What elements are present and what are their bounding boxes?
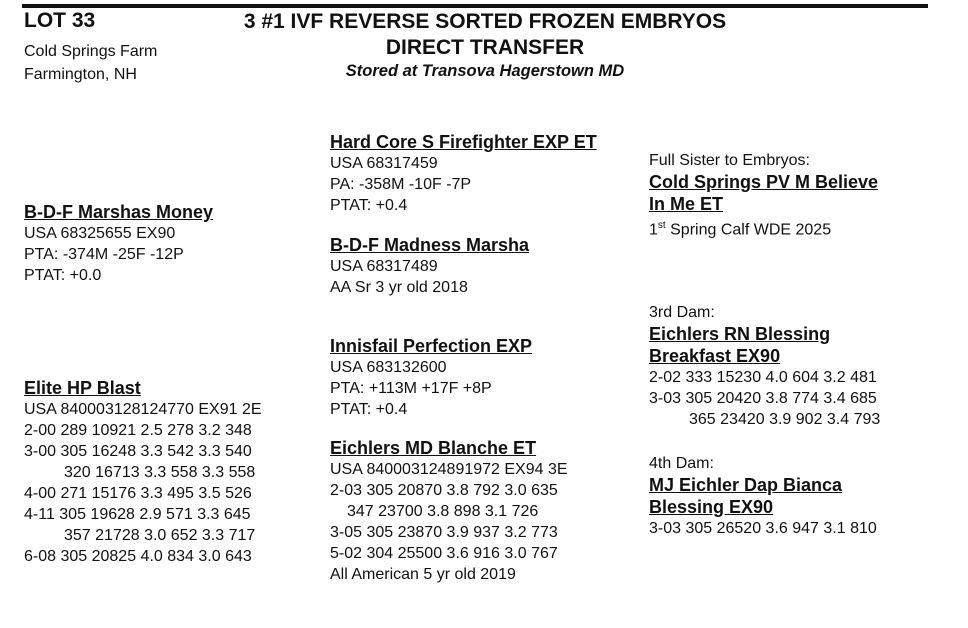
third-dam-block xyxy=(649,302,880,430)
innisfail-ptat: PTAT: +0.4 xyxy=(330,401,408,418)
lot-title xyxy=(190,9,780,61)
record-line: 2-03 305 20870 3.8 792 3.0 635 xyxy=(330,482,558,499)
sire-pa: PA: -358M -10F -7P xyxy=(330,176,472,193)
innisfail-block xyxy=(330,335,532,420)
award-number: 1 xyxy=(649,221,658,239)
title-line-2: DIRECT TRANSFER xyxy=(385,36,585,59)
storage-location: Stored at Transova Hagerstown MD xyxy=(345,62,625,80)
record-line: 3-05 305 23870 3.9 937 3.2 773 xyxy=(330,524,558,541)
sister-block xyxy=(649,150,878,240)
sire-ptat: PTAT: +0.4 xyxy=(330,197,408,214)
record-line: 2-00 289 10921 2.5 278 3.2 348 xyxy=(24,422,252,439)
top-rule xyxy=(22,4,928,8)
elite-reg: USA 840003128124770 EX91 2E xyxy=(24,401,262,418)
record-line: 3-03 305 20420 3.8 774 3.4 685 xyxy=(649,390,877,407)
record-line: 2-02 333 15230 4.0 604 3.2 481 xyxy=(649,369,877,386)
fourth-dam-block xyxy=(649,453,877,539)
title-line-1: 3 #1 IVF REVERSE SORTED FROZEN EMBRYOS xyxy=(243,10,727,33)
fourth-dam-name-line-2: Blessing EX90 xyxy=(649,497,774,517)
dam-ptat: PTAT: +0.0 xyxy=(24,267,102,284)
innisfail-pta: PTA: +113M +17F +8P xyxy=(330,380,492,397)
fourth-dam-name-line-1: MJ Eichler Dap Bianca xyxy=(649,475,843,495)
fourth-dam-label: 4th Dam: xyxy=(649,455,714,472)
elite-name: Elite HP Blast xyxy=(24,378,141,398)
dam-name: B-D-F Marshas Money xyxy=(24,202,214,222)
blanche-block xyxy=(330,437,568,585)
elite-block xyxy=(24,377,262,567)
dam-reg: USA 68325655 EX90 xyxy=(24,225,176,242)
award-suffix: st xyxy=(657,220,666,231)
third-dam-name-line-2: Breakfast EX90 xyxy=(649,346,781,366)
record-line: 6-08 305 20825 4.0 834 3.0 643 xyxy=(24,548,252,565)
sister-name-line-2: In Me ET xyxy=(649,194,724,214)
blanche-note: All American 5 yr old 2019 xyxy=(330,566,516,583)
sire-reg: USA 68317459 xyxy=(330,155,438,172)
blanche-reg: USA 840003124891972 EX94 3E xyxy=(330,461,568,478)
madness-name: B-D-F Madness Marsha xyxy=(330,235,530,255)
dam-block xyxy=(24,201,213,286)
sister-award xyxy=(649,215,878,240)
sister-label: Full Sister to Embryos: xyxy=(649,152,810,169)
farm-name: Cold Springs Farm xyxy=(24,43,158,60)
blanche-name: Eichlers MD Blanche ET xyxy=(330,438,537,458)
award-text: Spring Calf WDE 2025 xyxy=(665,221,832,239)
record-line: 320 16713 3.3 558 3.3 558 xyxy=(64,464,256,481)
sire-name: Hard Core S Firefighter EXP ET xyxy=(330,132,597,152)
record-line: 365 23420 3.9 902 3.4 793 xyxy=(689,411,881,428)
record-line: 4-11 305 19628 2.9 571 3.3 645 xyxy=(24,506,251,523)
madness-reg: USA 68317489 xyxy=(330,258,438,275)
record-line: 4-00 271 15176 3.3 495 3.5 526 xyxy=(24,485,252,502)
record-line: 3-00 305 16248 3.3 542 3.3 540 xyxy=(24,443,252,460)
madness-block xyxy=(330,234,529,298)
farm-location: Farmington, NH xyxy=(24,66,137,83)
record-line: 347 23700 3.8 898 3.1 726 xyxy=(347,503,539,520)
third-dam-name-line-1: Eichlers RN Blessing xyxy=(649,324,831,344)
sire-block xyxy=(330,131,597,216)
innisfail-name: Innisfail Perfection EXP xyxy=(330,336,533,356)
sister-name-line-1: Cold Springs PV M Believe xyxy=(649,172,879,192)
record-line: 5-02 304 25500 3.6 916 3.0 767 xyxy=(330,545,558,562)
consignor xyxy=(24,40,157,86)
record-line: 3-03 305 26520 3.6 947 3.1 810 xyxy=(649,520,877,537)
lot-number: LOT 33 xyxy=(24,9,96,32)
record-line: 357 21728 3.0 652 3.3 717 xyxy=(64,527,256,544)
dam-pta: PTA: -374M -25F -12P xyxy=(24,246,184,263)
third-dam-label: 3rd Dam: xyxy=(649,304,715,321)
innisfail-reg: USA 683132600 xyxy=(330,359,447,376)
madness-note: AA Sr 3 yr old 2018 xyxy=(330,279,468,296)
